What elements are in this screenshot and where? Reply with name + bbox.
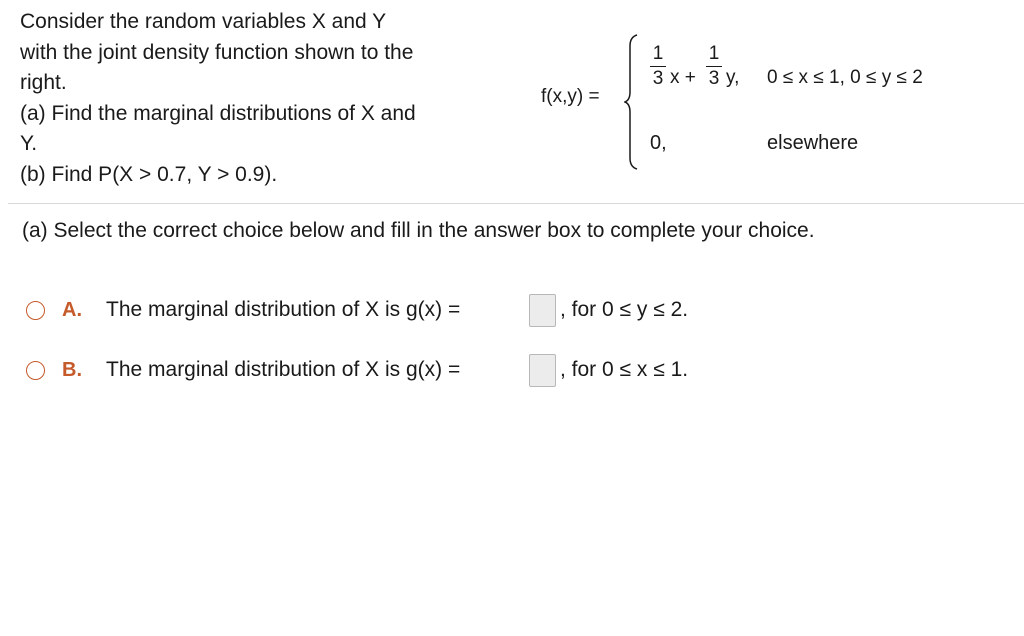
section-divider xyxy=(8,203,1024,204)
radio-button-a[interactable] xyxy=(26,301,45,320)
fraction-one-third: 1 3 xyxy=(650,44,666,89)
radio-button-b[interactable] xyxy=(26,361,45,380)
problem-line: Y. xyxy=(20,132,38,155)
choice-text: The marginal distribution of X is g(x) = xyxy=(106,358,461,381)
density-term-x: x + xyxy=(670,67,696,88)
problem-line: with the joint density function shown to the xyxy=(20,40,414,64)
fraction-one-third: 1 3 xyxy=(706,44,722,89)
problem-statement xyxy=(20,7,500,190)
problem-line: (b) Find P(X > 0.7, Y > 0.9). xyxy=(20,162,278,186)
problem-line: (a) Find the marginal distributions of X and xyxy=(20,101,416,125)
density-condition: 0 ≤ x ≤ 1, 0 ≤ y ≤ 2 xyxy=(767,67,923,88)
answer-box-b[interactable] xyxy=(529,354,556,387)
choice-domain: , for 0 ≤ y ≤ 2. xyxy=(560,298,689,321)
density-else-value: 0, xyxy=(650,132,667,154)
choice-domain: , for 0 ≤ x ≤ 1. xyxy=(560,358,689,381)
problem-line: Consider the random variables X and Y xyxy=(20,10,387,33)
instruction-text: (a) Select the correct choice below and fill in the answer box to complete your choice. xyxy=(22,219,815,242)
choice-text: The marginal distribution of X is g(x) = xyxy=(106,298,461,321)
density-case-1 xyxy=(650,44,1024,114)
density-term-y: y, xyxy=(726,67,740,88)
choice-letter: A. xyxy=(62,299,82,321)
density-label: f(x,y) = xyxy=(541,86,600,107)
density-else-condition: elsewhere xyxy=(767,132,859,154)
left-brace-icon xyxy=(624,34,640,170)
answer-box-a[interactable] xyxy=(529,294,556,327)
problem-line: right. xyxy=(20,71,67,94)
choice-letter: B. xyxy=(62,359,82,381)
